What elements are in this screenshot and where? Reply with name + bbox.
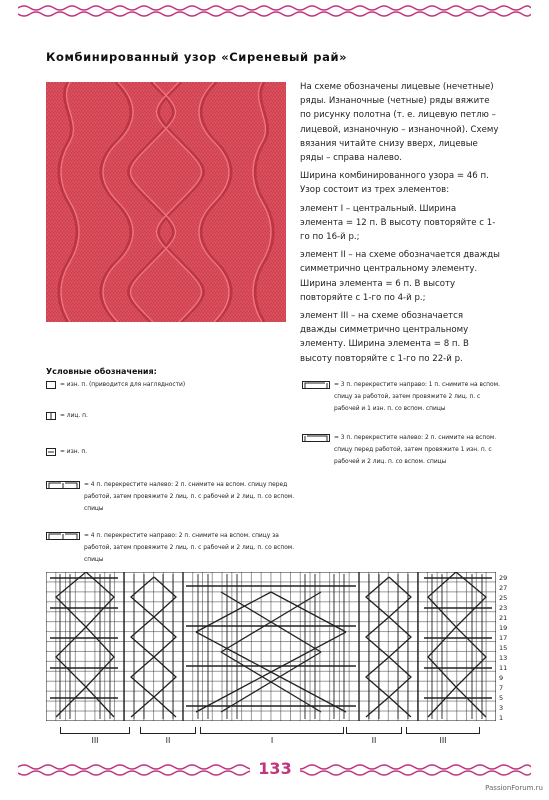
purl-empty-icon: [46, 381, 56, 389]
cable-right-3-icon: [302, 381, 330, 389]
page-number: 133: [250, 758, 300, 780]
section-label: II: [371, 736, 377, 745]
row-number: 27: [499, 584, 508, 592]
row-number: 15: [499, 644, 508, 652]
cable-left-4-icon: [46, 481, 80, 489]
legend-item: = 3 п. перекрестите направо: 1 п. снимите на вспом. спицу за работой, затем провяжите 2 лиц. п. с рабочей и 1 изн. п. со вспом. спицы: [334, 382, 500, 412]
row-number: 1: [499, 714, 504, 722]
legend-item: = 4 п. перекрестите направо: 2 п. снимите на вспом. спицу за работой, затем провяжите 2 лиц. п. с рабочей и 2 лиц. п. со вспом. спицы: [84, 533, 295, 563]
legend-item: = 4 п. перекрестите налево: 2 п. снимите на вспом. спицу перед работой, затем провяжите 2 лиц. п. с рабочей и 2 лиц. п. со вспом. спицы: [84, 482, 295, 512]
row-number: 7: [499, 684, 504, 692]
cable-right-4-icon: [46, 532, 80, 540]
decorative-border-top: [18, 4, 531, 18]
section-bracket: [140, 727, 196, 734]
section-label: III: [91, 736, 99, 745]
knitting-chart: [46, 572, 496, 721]
row-number: 11: [499, 664, 508, 672]
section-label: III: [439, 736, 447, 745]
row-number: 29: [499, 574, 508, 582]
section-bracket: [346, 727, 402, 734]
description-paragraph: Ширина комбинированного узора = 46 п. Узор состоит из трех элементов:: [300, 171, 489, 196]
section-bracket: [200, 727, 344, 734]
cable-left-3-icon: [302, 434, 330, 442]
row-number: 3: [499, 704, 504, 712]
pattern-description: [300, 80, 500, 370]
description-paragraph: элемент III – на схеме обозначается дважды симметрично центральному элементу. Ширина элемента = 8 п. В высоту повторяйте с 1-го по 22-й р.: [300, 311, 469, 364]
row-number: 25: [499, 594, 508, 602]
swatch-photo: [46, 82, 286, 322]
row-number: 5: [499, 694, 504, 702]
knit-stitch-icon: [46, 412, 56, 420]
legend-item: = изн. п. (приводится для наглядности): [60, 382, 186, 388]
description-paragraph: элемент II – на схеме обозначается дважды симметрично центральному элементу. Ширина элемента = 6 п. В высоту повторяйте с 1-го по 4-й р.;: [300, 250, 500, 303]
section-label: II: [165, 736, 171, 745]
description-paragraph: элемент I – центральный. Ширина элемента = 12 п. В высоту повторяйте с 1-го по 16-й р.;: [300, 203, 496, 243]
row-number: 23: [499, 604, 508, 612]
row-number: 13: [499, 654, 508, 662]
row-number: 19: [499, 624, 508, 632]
pattern-title: Комбинированный узор «Сиреневый рай»: [46, 50, 348, 64]
row-number: 9: [499, 674, 504, 682]
row-number: 17: [499, 634, 508, 642]
section-bracket: [60, 727, 130, 734]
section-bracket: [406, 727, 480, 734]
legend-item: = изн. п.: [60, 449, 88, 455]
legend-title: Условные обозначения:: [46, 367, 157, 376]
legend-item: = 3 п. перекрестите налево: 2 п. снимите на вспом. спицу перед работой, затем провяжите 1 изн. п. с рабочей и 2 лиц. п. со вспом. спицы: [334, 435, 497, 465]
legend-item: = лиц. п.: [60, 413, 88, 419]
section-label: I: [270, 736, 274, 745]
description-paragraph: На схеме обозначены лицевые (нечетные) ряды. Изнаночные (четные) ряды вяжите по рисунку полотна (т. е. лицевую петлю – лицевой, изнаночную – изнаночной). Схему вязания читайте снизу вверх, лицевые ряды – справа налево.: [300, 82, 499, 164]
purl-stitch-icon: [46, 448, 56, 456]
site-watermark: PassionForum.ru: [485, 784, 543, 792]
row-number: 21: [499, 614, 508, 622]
